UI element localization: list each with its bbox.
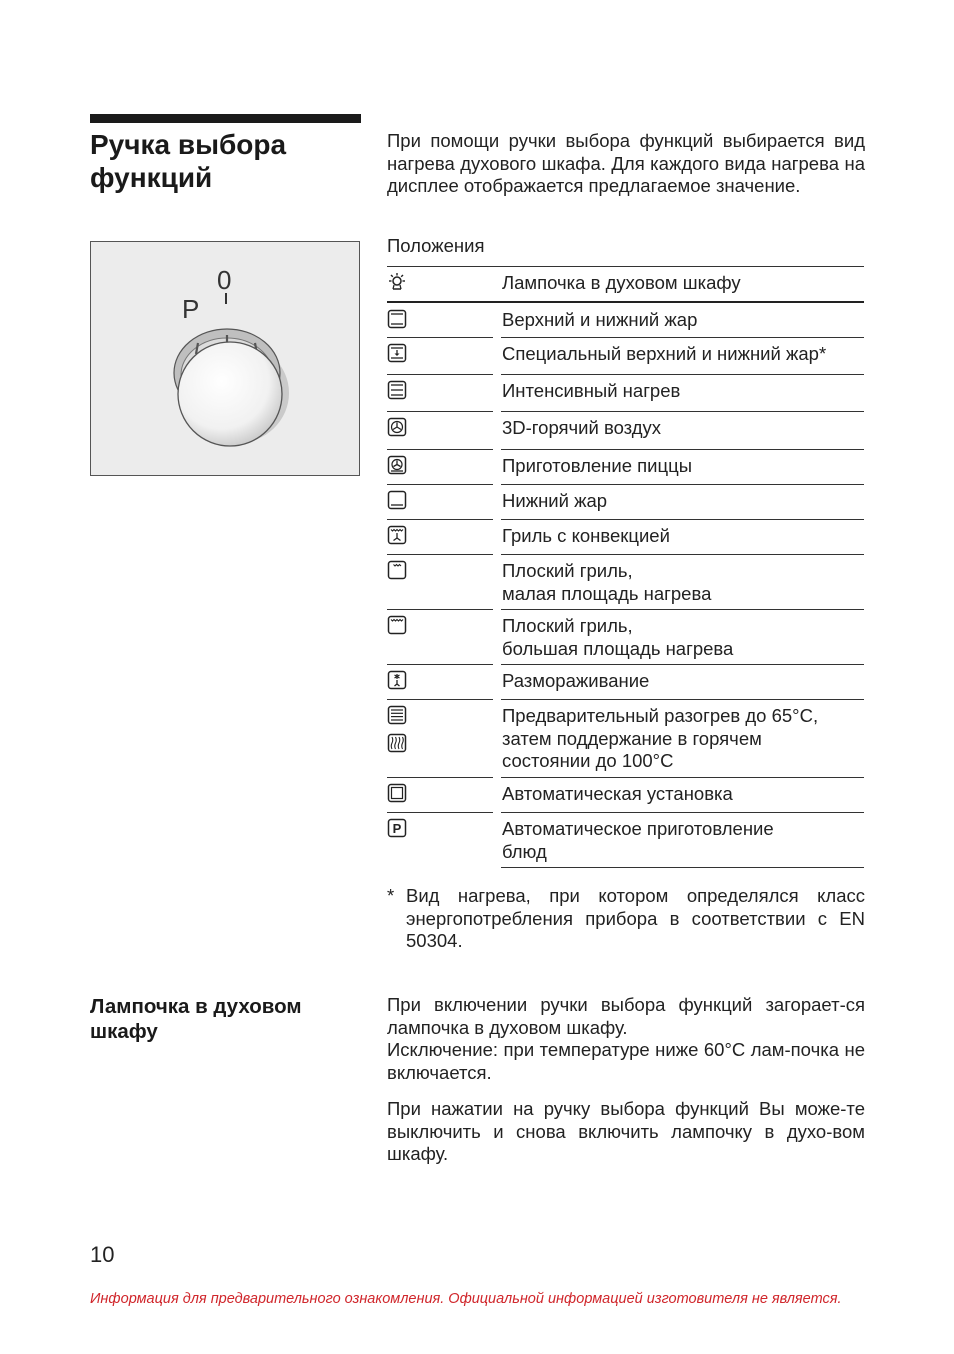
mode-label: Гриль с конвекцией xyxy=(502,525,670,546)
mode-label: Нижний жар xyxy=(502,490,608,511)
auto-setting-icon xyxy=(387,783,407,811)
grill-large-icon xyxy=(387,615,407,643)
mode-label: Автоматическое приготовление xyxy=(502,818,774,839)
auto-cooking-icon xyxy=(387,818,407,846)
top-bottom-heat-icon xyxy=(387,309,407,337)
mode-row xyxy=(387,484,864,519)
mode-row xyxy=(387,301,864,337)
mode-label: Приготовление пиццы xyxy=(502,455,693,476)
function-knob-figure xyxy=(90,241,360,476)
modes-table xyxy=(387,266,864,867)
mode-label: Размораживание xyxy=(502,670,650,691)
page-number: 10 xyxy=(90,1242,115,1267)
section-title-line1: Ручка выбора xyxy=(90,129,287,160)
section-title-line2: функций xyxy=(90,162,213,193)
mode-label: 3D-горячий воздух xyxy=(502,417,662,438)
mode-row xyxy=(387,449,864,484)
mode-label: Верхний и нижний жар xyxy=(502,309,698,330)
mode-label: Плоский гриль, xyxy=(502,560,633,581)
footnote xyxy=(387,885,865,953)
footnote-marker: * xyxy=(387,885,395,906)
grill-small-icon xyxy=(387,560,407,588)
intensive-heat-icon xyxy=(387,380,407,408)
grill-convection-icon xyxy=(387,525,407,553)
pizza-icon xyxy=(387,455,407,483)
mode-label: Интенсивный нагрев xyxy=(502,380,681,401)
mode-label: Плоский гриль, xyxy=(502,615,633,636)
mode-row xyxy=(387,664,864,699)
mode-label: Специальный верхний и нижний жар* xyxy=(502,343,827,364)
section-top-rule xyxy=(90,114,361,123)
subsection-title-line2: шкафу xyxy=(90,1020,158,1043)
intro-paragraph: При помощи ручки выбора функций выбирается вид нагрева духового шкафа. Для каждого вида нагрева на дисплее отображается предлагаемое значение. xyxy=(387,130,865,196)
mode-row xyxy=(387,519,864,554)
lamp-paragraph-2: Исключение: при температуре ниже 60°C лам-почка не включается. xyxy=(387,1039,865,1083)
special-top-bottom-heat-icon xyxy=(387,343,407,371)
mode-label: малая площадь нагрева xyxy=(502,582,712,604)
mode-row xyxy=(387,411,864,449)
mode-label: состоянии до 100°C xyxy=(502,750,674,771)
table-bottom-rule xyxy=(501,867,864,868)
mode-row xyxy=(387,374,864,411)
mode-row xyxy=(387,777,864,812)
mode-label: Предварительный разогрев до 65°C, xyxy=(502,705,819,726)
knob-label-zero: 0 xyxy=(217,265,232,295)
mode-label: Лампочка в духовом шкафу xyxy=(502,272,741,293)
lamp-icon xyxy=(387,272,407,300)
mode-label: большая площадь нагрева xyxy=(502,637,734,659)
mode-row xyxy=(387,609,864,664)
mode-label: Автоматическая установка xyxy=(502,783,733,804)
lamp-paragraph-1: При включении ручки выбора функций загорает-ся лампочка в духовом шкафу. xyxy=(387,994,865,1038)
knob-label-p: P xyxy=(182,294,200,324)
section-title xyxy=(90,128,361,194)
mode-label: затем поддержание в горячем xyxy=(502,727,762,749)
mode-label: блюд xyxy=(502,840,547,862)
function-knob-illustration xyxy=(91,242,361,477)
auto-cooking-icon-label: P xyxy=(392,821,402,836)
subsection-title xyxy=(90,994,350,1044)
mode-row xyxy=(387,699,864,777)
mode-row xyxy=(387,337,864,374)
footer-disclaimer: Информация для предварительного ознакомления. Официальной информацией изготовителя не является. xyxy=(90,1291,842,1307)
lamp-paragraph-3: При нажатии на ручку выбора функций Вы може-те выключить и снова включить лампочку в духо-вом шкафу. xyxy=(387,1098,865,1164)
preheat-keep-warm-icon xyxy=(387,705,407,761)
mode-row xyxy=(387,554,864,609)
mode-row xyxy=(387,266,864,301)
footnote-text: Вид нагрева, при котором определялся класс энергопотребления прибора в соответствии с EN 50304. xyxy=(406,885,865,951)
bottom-heat-icon xyxy=(387,490,407,518)
mode-row xyxy=(387,812,864,867)
defrost-icon xyxy=(387,670,407,698)
subsection-title-line1: Лампочка в духовом xyxy=(90,995,302,1018)
hot-air-3d-icon xyxy=(387,417,407,445)
positions-label: Положения xyxy=(387,235,485,256)
